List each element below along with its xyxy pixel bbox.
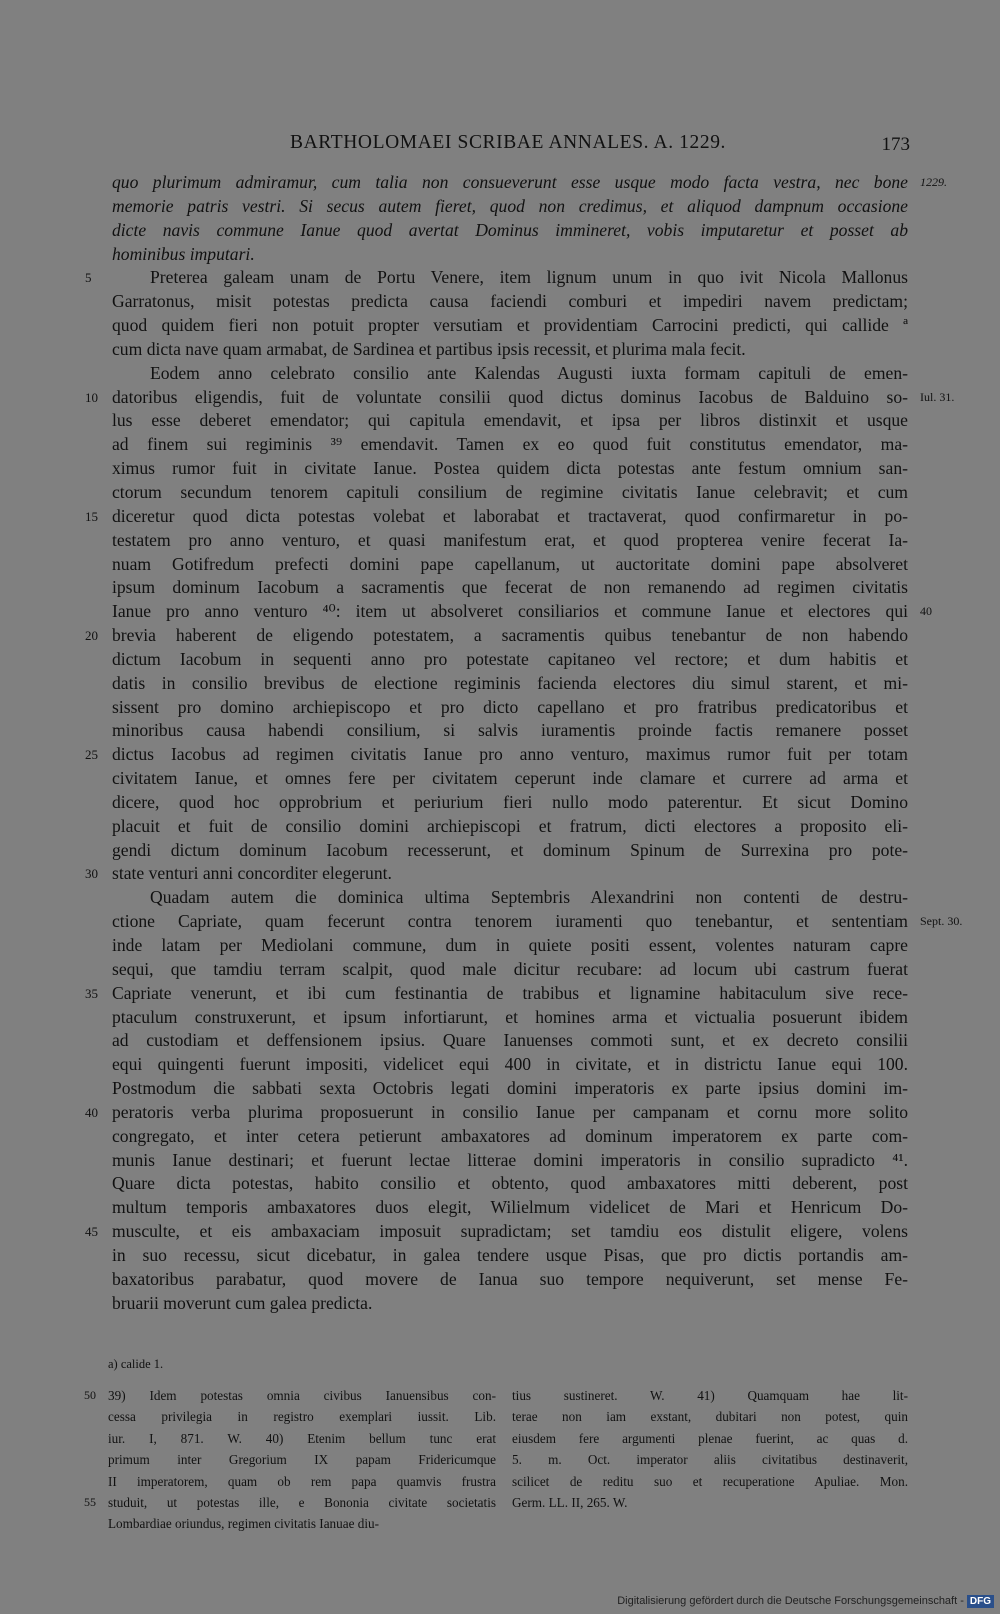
text-line bbox=[112, 1268, 908, 1292]
main-text bbox=[85, 171, 963, 1316]
line-text: testatem pro anno venturo, et quasi manifestum erat, et quod propterea venire fecerat Ia- bbox=[112, 529, 908, 550]
line-number: 15 bbox=[85, 508, 98, 524]
line-text: Ianue pro anno venturo ⁴⁰: item ut absolveret consiliarios et commune Ianue et electores qui bbox=[112, 601, 908, 622]
line-text: II imperatorem, quam ob rem papa quamvis frustra bbox=[108, 1473, 496, 1489]
line-text: sequi, que tamdiu terram scalpit, quod male dicitur recubare: ad locum ubi castrum fuerat bbox=[112, 958, 908, 979]
line-text: 5. m. Oct. imperator aliis civitatibus destinaverit, bbox=[512, 1452, 908, 1468]
line-text: multum temporis ambaxatores duos elegit, Wilielmum videlicet de Mari et Henricum Do- bbox=[112, 1197, 908, 1218]
text-line bbox=[85, 505, 908, 529]
footnote-line bbox=[512, 1406, 908, 1427]
text-line bbox=[112, 481, 908, 505]
text-line bbox=[85, 1101, 908, 1125]
footnote-line bbox=[512, 1428, 908, 1449]
line-text: congregato, et inter cetera petierunt ambaxatores ad dominum imperatorem ex parte com- bbox=[112, 1125, 908, 1146]
dfg-logo: DFG bbox=[967, 1595, 994, 1608]
line-text: scilicet de reditu suo et recuperatione Apuliae. Mon. bbox=[512, 1473, 908, 1489]
line-text: brevia haberent de eligendo potestatem, a sacramentis quibus tenebantur de non habendo bbox=[112, 625, 908, 646]
text-line bbox=[112, 243, 908, 267]
text-line bbox=[112, 338, 908, 362]
text-line bbox=[112, 958, 908, 982]
text-line bbox=[112, 529, 908, 553]
text-line bbox=[85, 266, 908, 290]
line-text: inde latam per Mediolani commune, dum in quiete positi essent, volentes naturam capre bbox=[112, 935, 908, 955]
text-line bbox=[112, 719, 908, 743]
text-line bbox=[112, 314, 908, 338]
margin-note: 40 bbox=[920, 604, 932, 619]
text-line bbox=[112, 576, 908, 600]
line-number: 55 bbox=[84, 1494, 96, 1509]
text-line bbox=[112, 1196, 908, 1220]
line-text: musculte, et eis ambaxaciam imposuit supradictam; set tamdiu eos distulit eligere, volens bbox=[112, 1221, 908, 1242]
line-number: 10 bbox=[85, 389, 98, 405]
line-text: ptaculum construxerunt, et ipsum infortiarunt, et homines arma et victualia posuerunt ibidem bbox=[112, 1006, 908, 1027]
text-line bbox=[112, 1077, 908, 1101]
text-line bbox=[112, 791, 908, 815]
text-line bbox=[112, 457, 908, 481]
running-head: BARTHOLOMAEI SCRIBAE ANNALES. A. 1229. bbox=[290, 132, 727, 153]
line-number: 5 bbox=[85, 270, 92, 286]
text-line bbox=[85, 982, 908, 1006]
line-text: nuam Gotifredum prefecti domini pape capellanum, ut auctoritate domini pape absolveret bbox=[112, 553, 908, 574]
line-text: ipsum dominum Iacobum a sacramentis que fecerat de non remanendo ad regimen civitatis bbox=[112, 577, 908, 598]
footnote-line bbox=[512, 1385, 908, 1406]
line-text: munis Ianue destinari; et fuerunt lectae litterae domini imperatoris in consilio supradicto ⁴¹. bbox=[112, 1149, 908, 1170]
line-text: quod quidem fieri non potuit propter versutiam et providentiam Carrocini predicti, qui callide ª bbox=[112, 315, 908, 336]
line-text: in suo recessu, sicut dicebatur, in galea tendere usque Pisas, que pro dictis portandis am- bbox=[112, 1244, 908, 1265]
text-line bbox=[112, 910, 963, 934]
line-text: dictum Iacobum in sequenti anno pro potestate capitaneo vel rectore; et dum habitis et bbox=[112, 648, 908, 669]
line-number: 30 bbox=[85, 866, 98, 882]
text-line bbox=[112, 934, 908, 958]
text-line bbox=[112, 290, 908, 314]
dfg-credit bbox=[617, 1595, 994, 1608]
footnote-line bbox=[108, 1428, 496, 1449]
dfg-credit-text: Digitalisierung gefördert durch die Deutsche Forschungsgemeinschaft - bbox=[617, 1595, 964, 1607]
text-line bbox=[112, 409, 908, 433]
line-number: 40 bbox=[85, 1104, 98, 1120]
text-line bbox=[112, 600, 932, 624]
line-text: state venturi anni concorditer elegerunt. bbox=[112, 863, 392, 884]
footnote-line bbox=[108, 1513, 496, 1534]
text-line bbox=[112, 767, 908, 791]
line-number: 35 bbox=[85, 985, 98, 1001]
line-text: baxatoribus parabatur, quod movere de Ianua suo tempore nequiverunt, set mense Fe- bbox=[112, 1268, 908, 1289]
line-text: 39) Idem potestas omnia civibus Ianuensibus con- bbox=[108, 1388, 496, 1403]
text-line bbox=[112, 553, 908, 577]
text-line bbox=[112, 171, 947, 195]
line-text: Postmodum die sabbati sexta Octobris legati domini imperatoris ex parte ipsius domini im- bbox=[112, 1078, 908, 1099]
text-line bbox=[112, 886, 908, 910]
line-text: cessa privilegia in registro exemplari iussit. Lib. bbox=[108, 1409, 496, 1425]
line-text: diceretur quod dicta potestas volebat et laborabat et tractaverat, quod confirmaretur in po- bbox=[112, 505, 908, 526]
line-text: Preterea galeam unam de Portu Venere, item lignum unum in quo ivit Nicola Mallonus bbox=[150, 267, 908, 288]
line-text: datoribus eligendis, fuit de voluntate consilii quod dictus dominus Iacobus de Balduino so- bbox=[112, 386, 908, 407]
footnote-line bbox=[108, 1406, 496, 1427]
line-text: dictus Iacobus ad regimen civitatis Ianue pro anno venturo, maximus rumor fuit per totam bbox=[112, 744, 908, 765]
line-text: equi quingenti fuerunt impositi, videlicet equi 400 in civitate, et in districtu Ianue equi 100. bbox=[112, 1054, 908, 1075]
line-text: civitatem Ianue, et omnes fere per civitatem ceperunt inde clamare et currere ad arma et bbox=[112, 768, 908, 789]
footnote-line bbox=[512, 1492, 908, 1513]
text-line bbox=[112, 1149, 908, 1173]
text-line bbox=[112, 1292, 908, 1316]
line-number: 25 bbox=[85, 747, 98, 763]
text-line bbox=[112, 433, 908, 457]
text-line bbox=[85, 624, 908, 648]
text-line bbox=[112, 1029, 908, 1053]
line-text: ximus rumor fuit in civitate Ianue. Postea quidem dicta potestas ante festum omnium san- bbox=[112, 458, 908, 479]
line-text: primum inter Gregorium IX papam Fridericumque bbox=[108, 1452, 496, 1468]
line-text: Lombardiae oriundus, regimen civitatis Ianuae diu- bbox=[108, 1516, 379, 1532]
text-line bbox=[112, 1125, 908, 1149]
text-line bbox=[112, 672, 908, 696]
text-line bbox=[112, 839, 908, 863]
line-number: 50 bbox=[84, 1388, 96, 1402]
line-text: datis in consilio brevibus de electione regiminis facienda electores diu simul starent, et mi- bbox=[112, 672, 908, 693]
line-text: ctorum secundum tenorem capituli consilium de regimine civitatis Ianue celebravit; et cum bbox=[112, 481, 908, 502]
footnote-a: a) calide 1. bbox=[108, 1357, 164, 1371]
text-line bbox=[112, 1244, 908, 1268]
margin-note: 1229. bbox=[920, 175, 947, 189]
text-line bbox=[112, 696, 908, 720]
text-line bbox=[112, 648, 908, 672]
footnotes-left-column bbox=[84, 1385, 496, 1535]
footnote-line bbox=[108, 1449, 496, 1470]
text-line bbox=[112, 195, 908, 219]
text-line bbox=[112, 1053, 908, 1077]
line-text: cum dicta nave quam armabat, de Sardinea et partibus ipsis recessit, et plurima mala fecit. bbox=[112, 338, 746, 359]
text-line bbox=[112, 1006, 908, 1030]
text-line bbox=[112, 219, 908, 243]
line-text: dicte navis commune Ianue quod avertat Dominus immineret, vobis imputaretur et posset ab bbox=[112, 219, 908, 240]
text-line bbox=[85, 1220, 908, 1244]
line-text: sissent pro domino archiepiscopo et pro dicto capellano et pro fratribus predicatoribus et bbox=[112, 696, 908, 717]
footnote-line bbox=[84, 1492, 496, 1513]
line-text: ctione Capriate, quam fecerunt contra tenorem iuramenti quo tenebantur, et sententiam bbox=[112, 911, 908, 932]
line-text: gendi dictum dominum Iacobum recesserunt, et dominum Spinum de Surrexina pro pote- bbox=[112, 839, 908, 860]
text-line bbox=[85, 743, 908, 767]
line-text: tius sustineret. W. 41) Quamquam hae lit- bbox=[512, 1388, 908, 1403]
text-line bbox=[112, 1172, 908, 1196]
line-number: 20 bbox=[85, 628, 98, 644]
line-text: eiusdem fere argumenti plenae fuerint, ac quas d. bbox=[512, 1430, 908, 1446]
line-text: iur. I, 871. W. 40) Etenim bellum tunc erat bbox=[108, 1430, 496, 1446]
line-text: ad finem sui regiminis ³⁹ emendavit. Tamen ex eo quod fuit constitutus emendator, ma- bbox=[112, 434, 908, 455]
line-text: Garratonus, misit potestas predicta causa faciendi comburi et impediri navem predictam; bbox=[112, 291, 908, 312]
margin-note: Iul. 31. bbox=[920, 389, 955, 404]
footnote-line bbox=[512, 1449, 908, 1470]
text-line bbox=[85, 386, 955, 410]
line-text: studuit, ut potestas ille, e Bononia civitate societatis bbox=[108, 1494, 496, 1510]
footnote-line bbox=[108, 1471, 496, 1492]
line-text: dicere, quod hoc opprobrium et periurium fieri nullo modo paterentur. Et sicut Domino bbox=[112, 791, 908, 812]
text-line bbox=[112, 815, 908, 839]
line-text: Eodem anno celebrato consilio ante Kalendas Augusti iuxta formam capituli de emen- bbox=[150, 362, 908, 383]
text-line bbox=[85, 862, 908, 886]
line-text: placuit et fuit de consilio domini archiepiscopi et fratrum, dicti electores a proposito eli- bbox=[112, 815, 908, 836]
line-text: Germ. LL. II, 265. W. bbox=[512, 1494, 628, 1510]
line-text: quo plurimum admiramur, cum talia non consueverunt esse usque modo facta vestra, nec bone bbox=[112, 172, 908, 192]
line-text: lus esse deberet emendator; qui capitula emendavit, et ipsa per libros distinxit et usque bbox=[112, 410, 908, 431]
page-header bbox=[110, 132, 910, 162]
footnotes-right-column bbox=[512, 1385, 908, 1513]
margin-note: Sept. 30. bbox=[920, 914, 963, 929]
line-text: Quadam autem die dominica ultima Septembris Alexandrini non contenti de destru- bbox=[150, 887, 908, 908]
footnote-line bbox=[84, 1385, 496, 1406]
text-line bbox=[112, 362, 908, 386]
line-text: minoribus causa habendi consilium, si salvis iuramentis proinde factis remanere posset bbox=[112, 720, 908, 741]
line-text: bruarii moverunt cum galea predicta. bbox=[112, 1292, 373, 1313]
line-number: 45 bbox=[85, 1224, 98, 1240]
line-text: terae non iam exstant, dubitari non potest, quin bbox=[512, 1409, 908, 1425]
footnote-line bbox=[512, 1471, 908, 1492]
line-text: peratoris verba plurima proposuerunt in consilio Ianue per campanam et cornu more solito bbox=[112, 1101, 908, 1122]
line-text: memorie patris vestri. Si secus autem fieret, quod non credimus, et aliquod dampnum occasione bbox=[112, 195, 908, 216]
line-text: Capriate venerunt, et ibi cum festinantia de trabibus et lignamine habitaculum sive rece- bbox=[112, 982, 908, 1003]
line-text: ad custodiam et deffensionem ipsius. Quare Ianuenses commoti sunt, et ex decreto consilii bbox=[112, 1030, 908, 1051]
page-number: 173 bbox=[881, 134, 910, 155]
line-text: Quare dicta potestas, habito consilio et obtento, quod ambaxatores mitti deberent, post bbox=[112, 1173, 908, 1194]
line-text: hominibus imputari. bbox=[112, 243, 255, 264]
